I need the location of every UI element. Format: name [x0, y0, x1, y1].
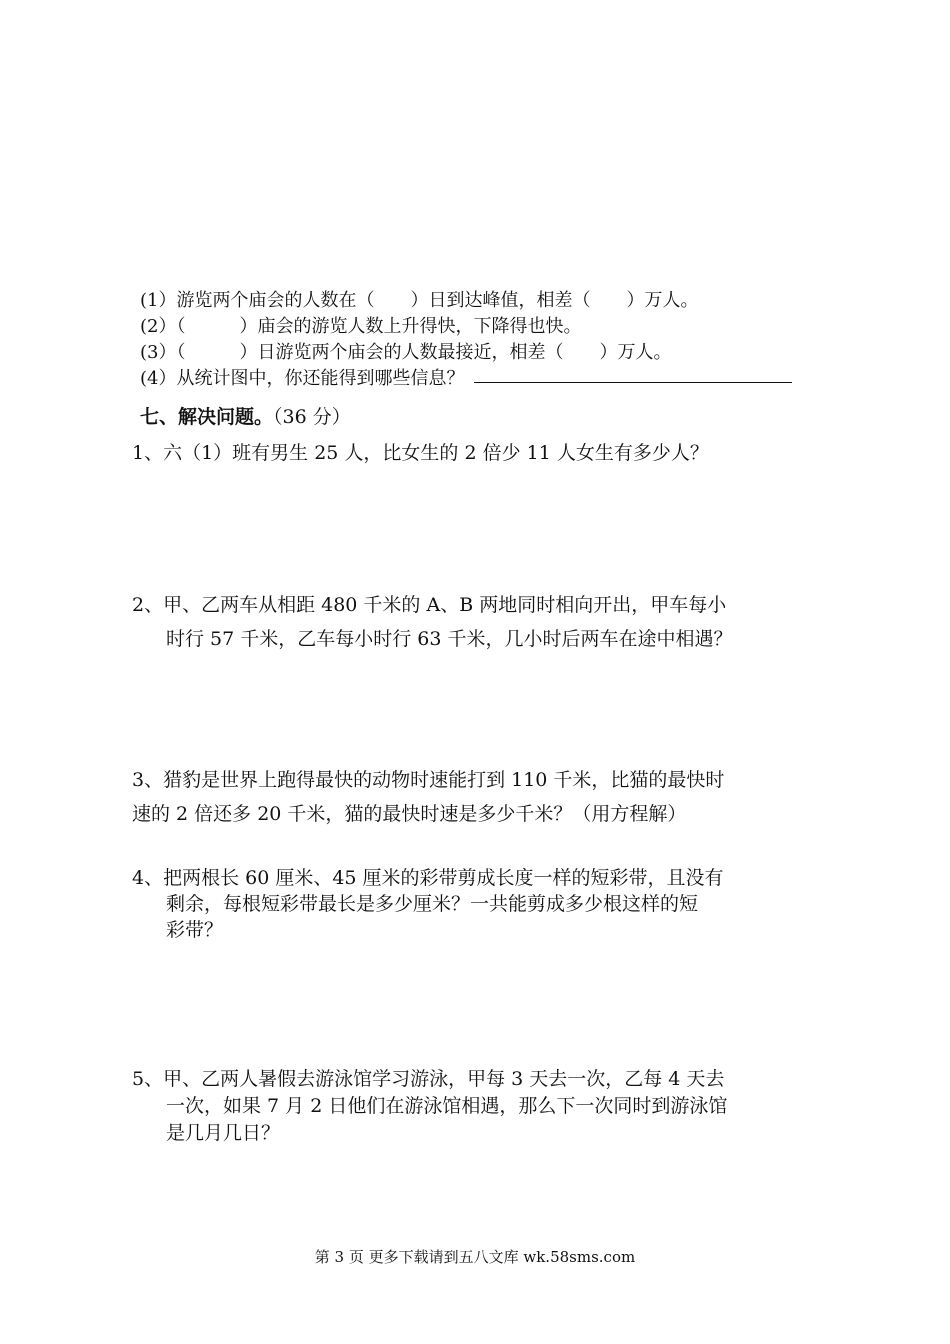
chart-question-1: (1）游览两个庙会的人数在（ ）日到达峰值，相差（ ）万人。	[140, 290, 699, 311]
problem-3-line-2: 速的 2 倍还多 20 千米，猫的最快时速是多少千米？（用方程解）	[132, 803, 687, 825]
problem-5-line-2: 一次，如果 7 月 2 日他们在游泳馆相遇，那么下一次同时到游泳馆	[166, 1095, 728, 1117]
problem-4-line-2: 剩余，每根短彩带最长是多少厘米？一共能剪成多少根这样的短	[166, 893, 699, 915]
problem-5-line-3: 是几月几日？	[166, 1122, 281, 1144]
chart-question-4: (4）从统计图中，你还能得到哪些信息？	[140, 368, 465, 389]
section-title	[140, 402, 351, 429]
problem-3-line-1: 3、猎豹是世界上跑得最快的动物时速能打到 110 千米，比猫的最快时	[132, 769, 725, 791]
section-score: （36 分）	[273, 406, 351, 428]
chart-question-3: (3）（ ）日游览两个庙会的人数最接近，相差（ ）万人。	[140, 342, 672, 363]
page-footer: 第 3 页 更多下载请到五八文库 wk.58sms.com	[314, 1248, 636, 1266]
chart-question-2: (2）（ ）庙会的游览人数上升得快，下降得也快。	[140, 316, 582, 337]
problem-5-line-1: 5、甲、乙两人暑假去游泳馆学习游泳，甲每 3 天去一次，乙每 4 天去	[132, 1068, 725, 1090]
problem-2-line-2: 时行 57 千米，乙车每小时行 63 千米，几小时后两车在途中相遇？	[166, 628, 733, 650]
answer-blank-line[interactable]	[474, 382, 792, 383]
problem-4-line-1: 4、把两根长 60 厘米、45 厘米的彩带剪成长度一样的短彩带，且没有	[132, 867, 724, 889]
problem-1-line-1: 1、六（1）班有男生 25 人，比女生的 2 倍少 11 人女生有多少人？	[132, 442, 709, 464]
problem-4-line-3: 彩带？	[166, 919, 224, 941]
problem-2-line-1: 2、甲、乙两车从相距 480 千米的 A、B 两地同时相向开出，甲车每小	[132, 594, 727, 616]
section-title-text: 七、解决问题。	[140, 406, 274, 428]
